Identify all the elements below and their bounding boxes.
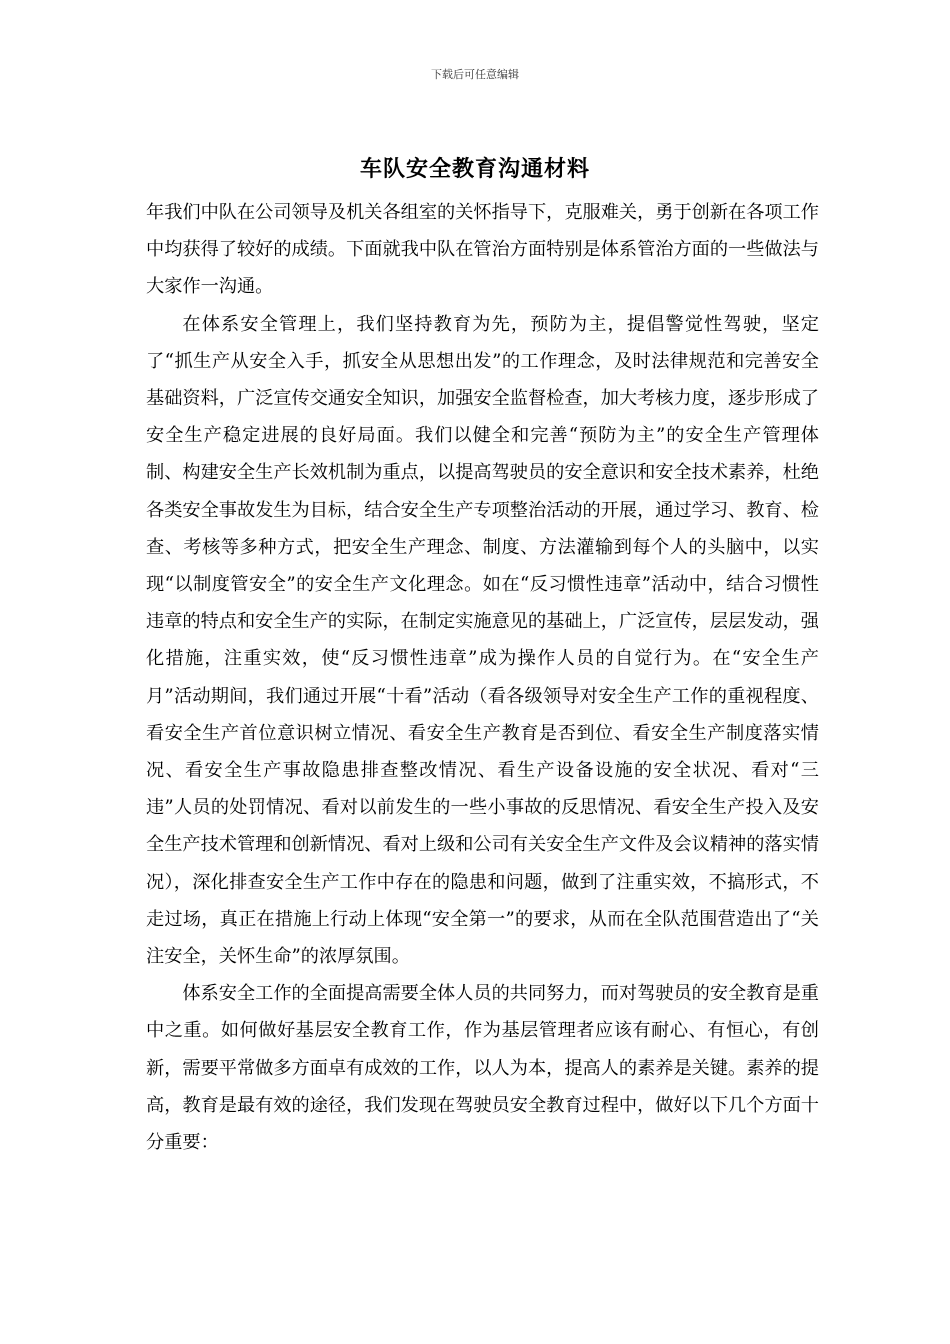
document-body bbox=[146, 194, 819, 1161]
paragraph-intro: 年我们中队在公司领导及机关各组室的关怀指导下，克服难关，勇于创新在各项工作中均获得了较好的成绩。下面就我中队在管治方面特别是体系管治方面的一些做法与大家作一沟通。 bbox=[146, 202, 819, 298]
paragraph-driver-education: 体系安全工作的全面提高需要全体人员的共同努力，而对驾驶员的安全教育是重中之重。如何做好基层安全教育工作，作为基层管理者应该有耐心、有恒心，有创新，需要平常做多方面卓有成效的工作，以人为本，提高人的素养是关键。素养的提高，教育是最有效的途径，我们发现在驾驶员安全教育过程中，做好以下几个方面十分重要： bbox=[146, 983, 819, 1154]
header-note: 下载后可任意编辑 bbox=[431, 68, 519, 81]
document-title: 车队安全教育沟通材料 bbox=[359, 157, 590, 182]
paragraph-safety-management: 在体系安全管理上，我们坚持教育为先，预防为主，提倡警觉性驾驶，坚定了“抓生产从安全入手，抓安全从思想出发”的工作理念，及时法律规范和完善安全基础资料，广泛宣传交通安全知识，加强安全监督检查，加大考核力度，逐步形成了安全生产稳定进展的良好局面。我们以健全和完善“预防为主”的安全生产管理体制、构建安全生产长效机制为重点，以提高驾驶员的安全意识和安全技术素养，杜绝各类安全事故发生为目标，结合安全生产专项整治活动的开展，通过学习、教育、检查、考核等多种方式，把安全生产理念、制度、方法灌输到每个人的头脑中，以实现“以制度管安全”的安全生产文化理念。如在“反习惯性违章”活动中，结合习惯性违章的特点和安全生产的实际，在制定实施意见的基础上，广泛宣传，层层发动，强化措施，注重实效，使“反习惯性违章”成为操作人员的自觉行为。在“安全生产月”活动期间，我们通过开展“十看”活动（看各级领导对安全生产工作的重视程度、看安全生产首位意识树立情况、看安全生产教育是否到位、看安全生产制度落实情况、看安全生产事故隐患排查整改情况、看生产设备设施的安全状况、看对“三违”人员的处罚情况、看对以前发生的一些小事故的反思情况、看安全生产投入及安全生产技术管理和创新情况、看对上级和公司有关安全生产文件及会议精神的落实情况），深化排查安全生产工作中存在的隐患和问题，做到了注重实效，不搞形式，不走过场，真正在措施上行动上体现“安全第一”的要求，从而在全队范围营造出了“关注安全，关怀生命”的浓厚氛围。 bbox=[146, 313, 819, 968]
